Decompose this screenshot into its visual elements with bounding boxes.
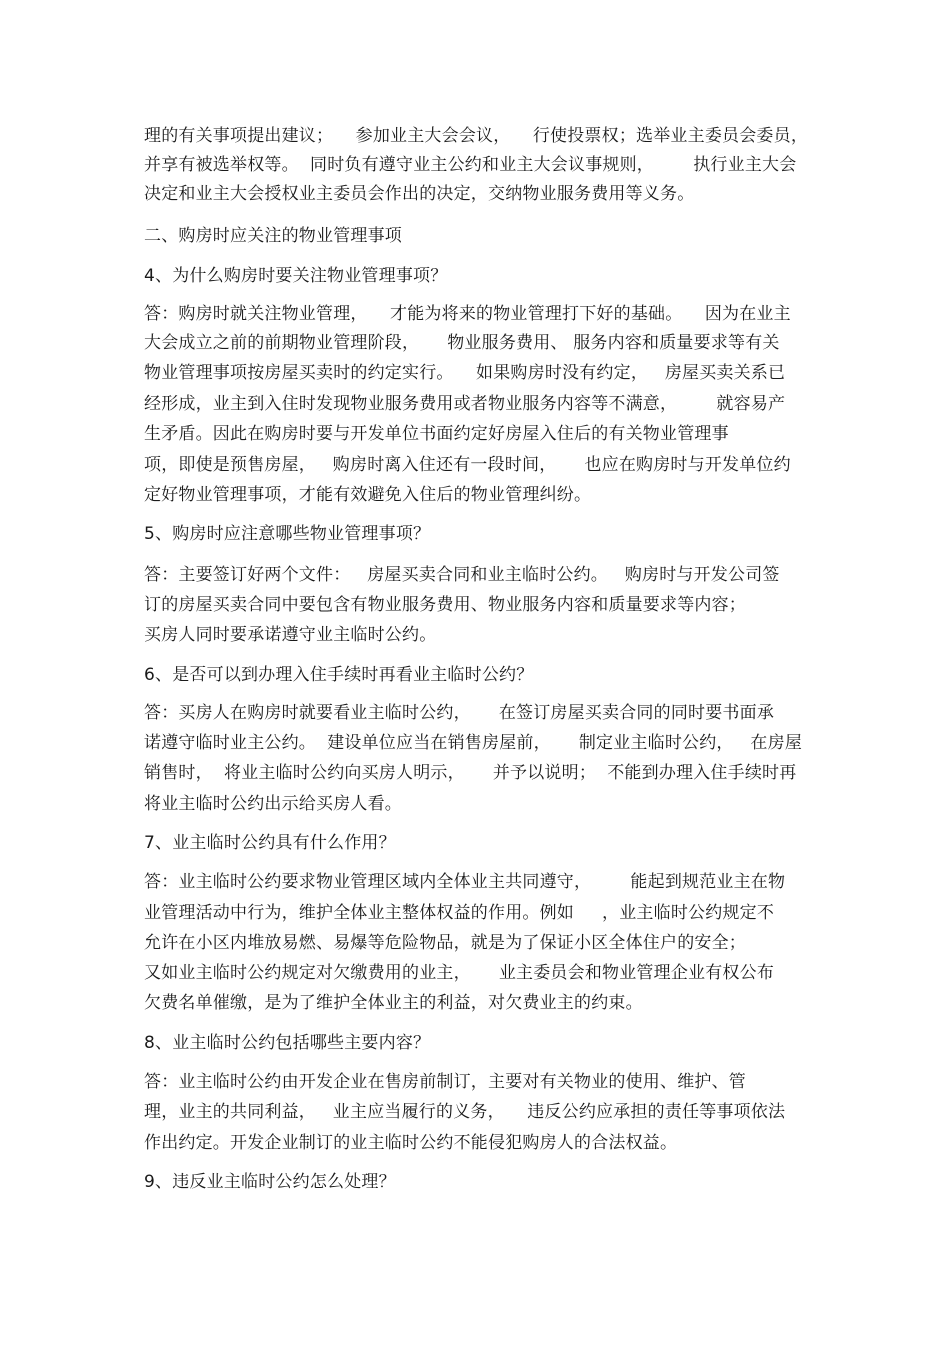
- text-line: 理的有关事项提出建议； 参加业主大会会议， 行使投票权；选举业主委员会委员，: [144, 126, 809, 146]
- text-line: 答：业主临时公约由开发企业在售房前制订，主要对有关物业的使用、维护、管: [144, 1072, 746, 1092]
- question-heading: 7、业主临时公约具有什么作用？: [144, 833, 396, 853]
- text-line: 买房人同时要承诺遵守业主临时公约。: [144, 625, 437, 645]
- text-line: 销售时， 将业主临时公约向买房人明示， 并予以说明； 不能到办理入住手续时再: [144, 763, 797, 783]
- text-line: 作出约定。开发企业制订的业主临时公约不能侵犯购房人的合法权益。: [144, 1133, 678, 1153]
- question-heading: 8、业主临时公约包括哪些主要内容？: [144, 1033, 431, 1053]
- text-line: 诺遵守临时业主公约。 建设单位应当在销售房屋前， 制定业主临时公约， 在房屋: [144, 733, 803, 753]
- question-heading: 4、为什么购房时要关注物业管理事项？: [144, 266, 448, 286]
- text-line: 答：买房人在购房时就要看业主临时公约， 在签订房屋买卖合同的同时要书面承: [144, 703, 775, 723]
- text-line: 并享有被选举权等。 同时负有遵守业主公约和业主大会议事规则， 执行业主大会: [144, 155, 797, 175]
- text-line: 经形成，业主到入住时发现物业服务费用或者物业服务内容等不满意， 就容易产: [144, 394, 786, 414]
- question-heading: 5、购房时应注意哪些物业管理事项？: [144, 524, 431, 544]
- text-line: 大会成立之前的前期物业管理阶段， 物业服务费用、 服务内容和质量要求等有关: [144, 333, 780, 353]
- text-line: 决定和业主大会授权业主委员会作出的决定，交纳物业服务费用等义务。: [144, 184, 695, 204]
- text-line: 又如业主临时公约规定对欠缴费用的业主， 业主委员会和物业管理企业有权公布: [144, 963, 775, 983]
- text-line: 答：购房时就关注物业管理， 才能为将来的物业管理打下好的基础。 因为在业主: [144, 304, 791, 324]
- text-line: 订的房屋买卖合同中要包含有物业服务费用、物业服务内容和质量要求等内容；: [144, 595, 746, 615]
- text-line: 将业主临时公约出示给买房人看。: [144, 794, 402, 814]
- section-heading: 二、购房时应关注的物业管理事项: [144, 226, 402, 246]
- text-line: 业管理活动中行为，维护全体业主整体权益的作用。例如 ，业主临时公约规定不: [144, 903, 775, 923]
- text-line: 答：主要签订好两个文件： 房屋买卖合同和业主临时公约。 购房时与开发公司签: [144, 565, 780, 585]
- question-heading: 9、违反业主临时公约怎么处理？: [144, 1172, 396, 1192]
- question-heading: 6、是否可以到办理入住手续时再看业主临时公约？: [144, 665, 534, 685]
- text-line: 允许在小区内堆放易燃、易爆等危险物品，就是为了保证小区全体住户的安全；: [144, 933, 746, 953]
- text-line: 物业管理事项按房屋买卖时的约定实行。 如果购房时没有约定， 房屋买卖关系已: [144, 363, 786, 383]
- text-line: 项，即使是预售房屋， 购房时离入住还有一段时间， 也应在购房时与开发单位约: [144, 455, 791, 475]
- text-line: 欠费名单催缴，是为了维护全体业主的利益，对欠费业主的约束。: [144, 993, 643, 1013]
- text-line: 定好物业管理事项，才能有效避免入住后的物业管理纠纷。: [144, 485, 592, 505]
- text-line: 答：业主临时公约要求物业管理区域内全体业主共同遵守， 能起到规范业主在物: [144, 872, 786, 892]
- text-line: 理，业主的共同利益， 业主应当履行的义务， 违反公约应承担的责任等事项依法: [144, 1102, 786, 1122]
- text-line: 生矛盾。因此在购房时要与开发单位书面约定好房屋入住后的有关物业管理事: [144, 424, 729, 444]
